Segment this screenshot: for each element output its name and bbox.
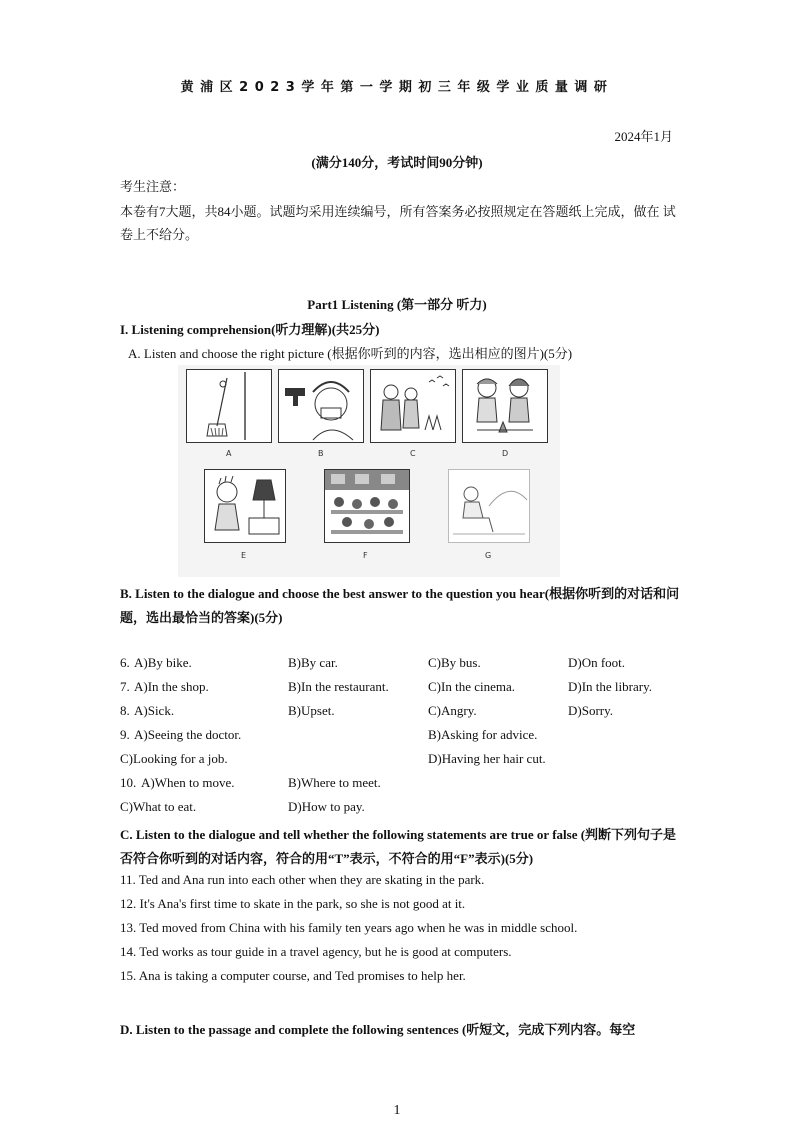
section-D-heading: D. Listen to the passage and complete the following sentences (听短文，完成下列内容。每空 [120, 1022, 636, 1037]
statement-15: 15. Ana is taking a computer course, and Ted promises to help her. [120, 968, 466, 983]
section-A-heading: A. Listen and choose the right picture (根据你听到的内容，选出相应的图片)(5分) [128, 346, 573, 361]
question-6-option-c: C)By bus. [428, 655, 481, 670]
picture-e [204, 469, 286, 543]
question-8-option-c: C)Angry. [428, 703, 477, 718]
statement-13: 13. Ted moved from China with his family ten years ago when he was in middle school. [120, 920, 578, 935]
listening-pictures [178, 365, 560, 577]
question-8-option-d: D)Sorry. [568, 703, 614, 718]
picture-a [186, 369, 272, 443]
statement-12: 12. It's Ana's first time to skate in the park, so she is not good at it. [120, 896, 466, 911]
section-C-heading: C. Listen to the dialogue and tell whether the following statements are true or false (判断下列句子是否符合你听到的对话内容，符合的用“T”表示，不符合的用“F”表示)(5分) [120, 827, 677, 866]
question-9-number: 9. [120, 727, 130, 742]
phone-lamp-illustration [205, 470, 285, 542]
question-8-option-b: B)Upset. [288, 703, 335, 718]
picture-g [448, 469, 530, 543]
question-6-option-b: B)By car. [288, 655, 338, 670]
question-9-option-b: B)Asking for advice. [428, 727, 538, 742]
outdoor-people-illustration [371, 370, 455, 442]
picture-label-d: D [502, 449, 509, 458]
question-9-option-c: C)Looking for a job. [120, 751, 228, 766]
exam-title: 黄浦区2023学年第一学期初三年级学业质量调研 [180, 80, 614, 95]
question-8-option-a: A)Sick. [134, 703, 175, 718]
picture-c [370, 369, 456, 443]
crowded-room-illustration [325, 470, 409, 542]
question-8-number: 8. [120, 703, 130, 718]
temperature-check-illustration [279, 370, 363, 442]
question-6-number: 6. [120, 655, 130, 670]
question-9-option-a: A)Seeing the doctor. [134, 727, 242, 742]
question-6-option-d: D)On foot. [568, 655, 626, 670]
part1-title: Part1 Listening (第一部分 听力) [307, 297, 487, 312]
question-7-number: 7. [120, 679, 130, 694]
question-7-option-d: D)In the library. [568, 679, 652, 694]
picture-f [324, 469, 410, 543]
question-10-option-a: A)When to move. [141, 775, 235, 790]
question-10-option-b: B)Where to meet. [288, 775, 381, 790]
picture-label-e: E [241, 551, 247, 560]
question-7-option-b: B)In the restaurant. [288, 679, 389, 694]
exam-date: 2024年1月 [614, 129, 673, 144]
picture-label-g: G [485, 551, 492, 560]
question-10-option-d: D)How to pay. [288, 799, 365, 814]
picture-label-a: A [226, 449, 232, 458]
page-number: 1 [393, 1103, 401, 1118]
question-6-option-a: A)By bike. [134, 655, 192, 670]
question-7-option-c: C)In the cinema. [428, 679, 515, 694]
section-B-heading: B. Listen to the dialogue and choose the best answer to the question you hear(根据你听到的对话和问题，选出最恰当的答案)(5分) [120, 586, 680, 625]
statement-14: 14. Ted works as tour guide in a travel agency, but he is good at computers. [120, 944, 512, 959]
sitting-person-illustration [449, 470, 529, 542]
picture-label-c: C [410, 449, 416, 458]
mop-illustration [187, 370, 271, 442]
picture-label-f: F [363, 551, 368, 560]
question-7-option-a: A)In the shop. [134, 679, 209, 694]
picture-d [462, 369, 548, 443]
question-9-option-d: D)Having her hair cut. [428, 751, 546, 766]
notice-body: 本卷有7大题，共84小题。试题均采用连续编号，所有答案务必按照规定在答题纸上完成，做在 试卷上不给分。 [120, 204, 676, 242]
score-time-line: (满分140分，考试时间90分钟) [311, 155, 483, 170]
picture-b [278, 369, 364, 443]
question-10-option-c: C)What to eat. [120, 799, 197, 814]
question-10-number: 10. [120, 775, 137, 790]
notice-heading: 考生注意： [120, 179, 186, 194]
section-I-heading: I. Listening comprehension(听力理解)(共25分) [120, 322, 380, 337]
picture-label-b: B [318, 449, 324, 458]
children-planting-illustration [463, 370, 547, 442]
statement-11: 11. Ted and Ana run into each other when they are skating in the park. [120, 872, 485, 887]
